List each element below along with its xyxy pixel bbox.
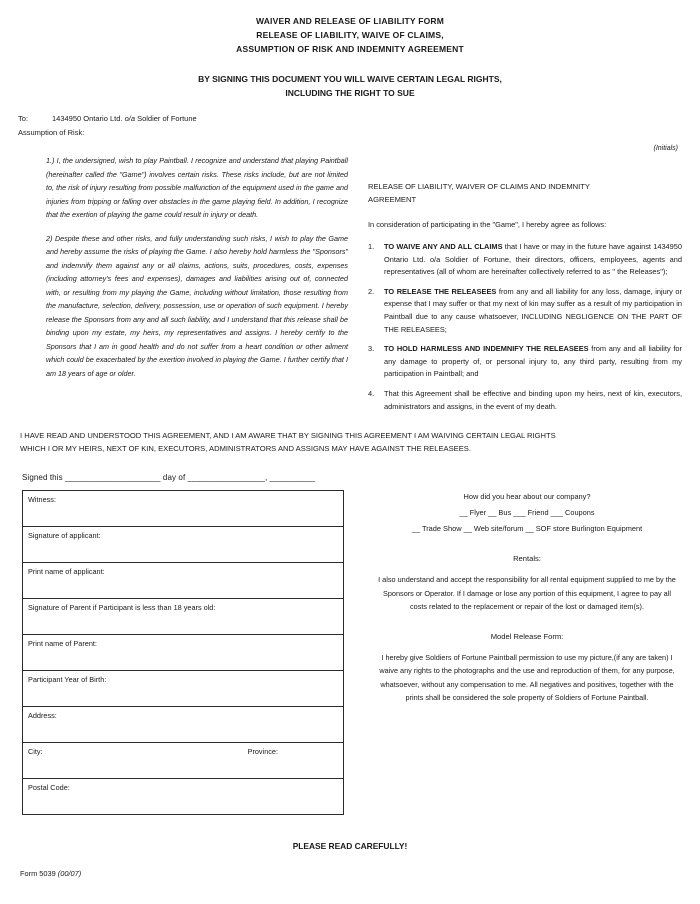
signed-year-blank[interactable]: __________ xyxy=(269,473,316,483)
clause-lead: TO WAIVE ANY AND ALL CLAIMS xyxy=(384,242,503,251)
acknowledgement-line-2: WHICH I OR MY HEIRS, NEXT OF KIN, EXECUTORS, ADMINISTRATORS AND ASSIGNS MAY HAVE AGAINST THE RELEASEES. xyxy=(20,443,471,453)
release-clause-4 xyxy=(368,388,682,413)
how-did-you-hear-options-2[interactable]: __ Trade Show __ Web site/forum __ SOF store Burlington Equipment xyxy=(411,524,643,534)
acknowledgement-line-1: I HAVE READ AND UNDERSTOOD THIS AGREEMENT, AND I AM AWARE THAT BY SIGNING THIS AGREEMENT I AM WAIVING CERTAIN LEGAL RIGHTS xyxy=(20,431,556,441)
header-line-1: WAIVER AND RELEASE OF LIABILITY FORM xyxy=(255,16,445,26)
table-row[interactable] xyxy=(23,743,344,779)
table-row[interactable] xyxy=(23,779,344,815)
field-address[interactable]: Address: xyxy=(23,707,344,743)
model-release-title: Model Release Form: xyxy=(490,631,564,641)
rentals-body: I also understand and accept the responsibility for all rental equipment supplied to me by the Sponsors or Operator. If I damage or lose any portion of this equipment, I agree to pay all costs related to the replacement or repair of the lost or damaged item(s). xyxy=(378,575,676,612)
rentals-title: Rentals: xyxy=(513,554,541,564)
field-print-name-applicant[interactable]: Print name of applicant: xyxy=(23,563,344,599)
initials-marker: (Initials) xyxy=(653,145,678,152)
how-did-you-hear-options-1[interactable]: __ Flyer __ Bus ___ Friend ___ Coupons xyxy=(459,508,595,518)
clause-lead: TO RELEASE THE RELEASEES xyxy=(384,286,497,296)
field-signature-applicant[interactable]: Signature of applicant: xyxy=(23,527,344,563)
form-number xyxy=(18,869,682,878)
release-title-line-2: AGREEMENT xyxy=(368,195,417,204)
table-row[interactable] xyxy=(23,491,344,527)
clause-text: from any and all liability for any loss, damage, injury or expense that I may suffer or that my next of kin may suffer as a result of my participation in Paintball due to any cause whatsoever, INCLUDING NEGLIGENCE ON THE PART OF THE RELEASEES; xyxy=(384,286,683,334)
right-column xyxy=(362,154,682,420)
field-witness[interactable]: Witness: xyxy=(23,491,344,527)
addressee-oa: o/a xyxy=(124,114,135,123)
table-row[interactable] xyxy=(23,563,344,599)
release-title xyxy=(368,180,682,206)
field-postal-code[interactable]: Postal Code: xyxy=(23,779,344,815)
field-participant-year-of-birth[interactable]: Participant Year of Birth: xyxy=(23,671,344,707)
form-number-text: Form 5039 xyxy=(20,869,58,879)
left-column xyxy=(18,154,348,420)
clause-text: that I have or may in the future have against 1434950 Ontario Ltd. o/a Soldier of Fortune, their directors, officers, employees, agents and representatives (all of whom are hereinafter collectively referred to as " the Releases"); xyxy=(384,242,682,277)
clause-marker: 1. xyxy=(368,242,375,251)
clause-text: from any and all liability for any damage to property of, or personal injury to, any third party, resulting from my participation in Paintball; and xyxy=(384,344,682,379)
clause-lead: TO HOLD HARMLESS AND INDEMNIFY THE RELEASEES xyxy=(384,344,589,354)
signed-day-blank[interactable]: _____________________ xyxy=(65,473,161,483)
assumption-paragraph-1: 1.) I, the undersigned, wish to play Paintball. I recognize and understand that playing Paintball (hereinafter called the "Game") involves certain risks. These risks include, but are not limited to, the risk of injury resulting from possible malfunction of the equipment used in the game and injuries from tripping or falling over obstacles in the game playing field. In addition, I recognize that the exertion of playing the game could result in injury or death. xyxy=(46,156,348,219)
release-clause-1 xyxy=(368,241,682,279)
field-signature-parent[interactable]: Signature of Parent if Participant is less than 18 years old: xyxy=(23,599,344,635)
signed-prefix: Signed this xyxy=(22,473,63,483)
signed-middle: day of xyxy=(162,473,186,483)
addressee-label: To: xyxy=(18,114,29,123)
clause-marker: 3. xyxy=(368,344,375,354)
clause-text: That this Agreement shall be effective and binding upon my heirs, next of kin, executors, administrators and assigns, in the event of my death. xyxy=(384,388,682,411)
release-clause-list xyxy=(368,241,682,413)
release-clause-3 xyxy=(368,343,682,381)
column-gap xyxy=(348,154,362,420)
how-did-you-hear-question: How did you hear about our company? xyxy=(463,492,591,502)
table-row[interactable] xyxy=(23,671,344,707)
addressee-trade-name: Soldier of Fortune xyxy=(135,114,197,123)
addressee-company: 1434950 Ontario Ltd. xyxy=(52,114,125,123)
please-read-carefully: PLEASE READ CAREFULLY! xyxy=(292,841,408,852)
addressee-value xyxy=(52,114,197,123)
body-columns xyxy=(18,154,682,420)
release-clause-2 xyxy=(368,286,682,336)
field-province-label: Province: xyxy=(247,747,278,757)
field-city-label: City: xyxy=(28,747,43,757)
header-line-3: ASSUMPTION OF RISK AND INDEMNITY AGREEMENT xyxy=(236,44,464,54)
acknowledgement-block xyxy=(18,430,682,455)
release-title-line-1: RELEASE OF LIABILITY, WAIVER OF CLAIMS AND INDEMNITY xyxy=(368,182,590,191)
how-did-you-hear-block xyxy=(376,490,678,536)
assumption-paragraph-2: 2) Despite these and other risks, and fully understanding such risks, I wish to play the Game and hereby assume the risks of playing the Game. I also hereby hold harmless the "Sponsors" and indemnify them against any or all claims, actions, suits, procedures, costs, expenses (including attorney's fees and expenses), damages and liabilities arising out of, connected with, or resulting from my playing the Game, including without limitation, those resulting from the manufacture, selection, delivery, possession, use or operation of such equipment. I hereby release the Sponsors from any and all such liability, and I understand that this release shall be binding upon my estate, my heirs, my representatives and assigns. I hereby certify to the Sponsors that I am in good health and do not suffer from a heart condition or other ailment which could be exacerbated by the exertion involved in playing the Game. I further certify that I am 18 years of age or older. xyxy=(46,233,348,378)
field-print-name-parent[interactable]: Print name of Parent: xyxy=(23,635,344,671)
document-header xyxy=(18,14,682,100)
assumption-of-risk-label: Assumption of Risk: xyxy=(18,128,85,137)
header-line-2: RELEASE OF LIABILITY, WAIVE OF CLAIMS, xyxy=(256,30,444,40)
lower-columns xyxy=(18,490,682,815)
signature-fields-table xyxy=(22,490,344,815)
addressee-row xyxy=(18,114,682,123)
release-intro: In consideration of participating in the "Game", I hereby agree as follows: xyxy=(368,220,607,229)
table-row[interactable] xyxy=(23,635,344,671)
signature-fields-column xyxy=(18,490,348,815)
table-row[interactable] xyxy=(23,527,344,563)
questionnaire-column xyxy=(348,490,682,815)
header-subtitle-1: BY SIGNING THIS DOCUMENT YOU WILL WAIVE CERTAIN LEGAL RIGHTS, xyxy=(198,74,502,84)
header-subtitle-2: INCLUDING THE RIGHT TO SUE xyxy=(285,88,415,98)
table-row[interactable] xyxy=(23,599,344,635)
clause-marker: 4. xyxy=(368,388,375,398)
signed-month-blank[interactable]: _________________, xyxy=(187,473,268,483)
model-release-body: I hereby give Soldiers of Fortune Paintball permission to use my picture,(if any are taken) I waive any rights to the photographs and the use and reproduction of them, for any purpose, whatsoever, without any compensation to me. All negatives and positives, together with the prints shall be considered the sole property of Soldiers of Fortune Paintball. xyxy=(379,652,675,703)
field-city-province[interactable] xyxy=(23,743,344,779)
form-revision: (00/07) xyxy=(57,869,82,879)
table-row[interactable] xyxy=(23,707,344,743)
signed-date-line xyxy=(18,473,682,482)
clause-marker: 2. xyxy=(368,286,375,296)
